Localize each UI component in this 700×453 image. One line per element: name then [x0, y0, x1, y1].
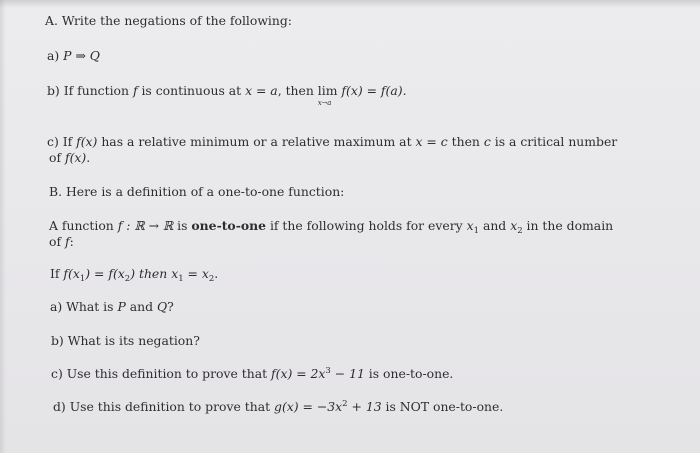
limit-operator: [317, 83, 338, 107]
definition-end: in the domain: [522, 218, 614, 233]
definition-line2-function: f: [65, 234, 70, 249]
question-a-3-line2: [49, 150, 90, 165]
condition-end: .: [214, 266, 219, 281]
question-a2-expression: f(x) = f(a).: [337, 83, 407, 98]
definition-prefix: A function: [49, 218, 118, 233]
page-shadow-left: [0, 0, 6, 453]
question-a3-line2-prefix: of: [49, 150, 65, 165]
question-a2-condition: x = a: [245, 83, 278, 98]
question-b3-expression: f(x) = 2x: [271, 366, 326, 381]
condition-subscript-1: 1: [79, 274, 86, 284]
question-b-3: [51, 364, 453, 381]
definition-term: one-to-one: [191, 218, 266, 233]
question-b4-prefix: d) Use this definition to prove that: [53, 399, 275, 414]
page-shadow-top: [0, 0, 700, 8]
question-a2-mid: is continuous at: [137, 83, 246, 98]
question-b-2: [51, 333, 200, 348]
question-b1-end: ?: [167, 299, 174, 314]
question-b4-exponent: 2: [342, 399, 348, 409]
section-b-heading-text: B. Here is a definition of a one-to-one function:: [49, 184, 345, 199]
section-a-heading: [45, 13, 292, 28]
definition-condition: [50, 266, 218, 287]
question-a3-c: c: [483, 134, 491, 149]
definition-x2: x: [510, 218, 518, 233]
definition-line2-prefix: of: [49, 234, 65, 249]
condition-subscript-2: 2: [124, 274, 131, 284]
question-a2-prefix: b) If function: [47, 83, 133, 98]
section-a-heading-text: A. Write the negations of the following:: [45, 13, 292, 28]
definition-mapping: f : ℝ → ℝ: [117, 218, 174, 233]
definition-x1: x: [466, 218, 474, 233]
condition-x1: x: [171, 266, 179, 281]
question-b1-prefix: a) What is: [50, 299, 118, 314]
question-a2-function: f: [132, 83, 138, 98]
question-a3-mid: has a relative minimum or a relative maximum at: [97, 134, 416, 149]
limit-text: lim: [317, 83, 338, 98]
condition-x1-subscript: 1: [178, 274, 184, 284]
definition-line2-end: :: [69, 234, 74, 249]
definition-mid: if the following holds for every: [266, 218, 467, 233]
question-b4-end: is NOT one-to-one.: [381, 399, 504, 414]
question-a1-expression: P ⇒ Q: [63, 48, 100, 63]
question-b2-text: b) What is its negation?: [51, 333, 200, 348]
question-a3-function: f(x): [76, 134, 98, 149]
question-b3-end: is one-to-one.: [364, 366, 454, 381]
question-b1-and: and: [125, 299, 157, 314]
question-a3-line2-end: .: [86, 150, 91, 165]
question-b4-expression-tail: + 13: [347, 399, 382, 414]
definition-line2: [49, 234, 74, 249]
question-b3-exponent: 3: [325, 366, 331, 376]
question-a-2: [47, 83, 407, 107]
definition-x2-subscript: 2: [517, 226, 523, 236]
condition-equals-f-x2: ) = f(x: [85, 266, 125, 281]
question-a1-label: a): [47, 48, 64, 63]
condition-equals-x2: = x: [183, 266, 209, 281]
section-b-heading: [49, 184, 344, 199]
question-b-1: [50, 299, 174, 314]
condition-f-x1: f(x: [63, 266, 80, 281]
question-b3-prefix: c) Use this definition to prove that: [51, 366, 272, 381]
question-a3-line2-function: f(x): [65, 150, 87, 165]
question-a3-then: then: [447, 134, 484, 149]
question-b4-expression: g(x) = −3x: [274, 399, 343, 414]
question-a3-tail: is a critical number: [490, 134, 618, 149]
limit-subscript: x→a: [317, 99, 332, 107]
question-a3-prefix: c) If: [47, 134, 77, 149]
definition-line1: [49, 218, 613, 239]
condition-prefix: If: [50, 266, 64, 281]
question-b1-P: P: [117, 299, 126, 314]
question-a3-condition: x = c: [415, 134, 448, 149]
question-a-3-line1: [47, 134, 617, 149]
condition-x2-subscript: 2: [208, 274, 215, 284]
definition-and: and: [479, 218, 511, 233]
question-b3-expression-tail: − 11: [330, 366, 365, 381]
question-b-4: [53, 397, 503, 414]
question-a2-then: , then: [277, 83, 318, 98]
definition-is: is: [173, 218, 192, 233]
question-a-1: [47, 48, 100, 63]
condition-then: ) then: [130, 266, 172, 281]
definition-x1-subscript: 1: [473, 226, 479, 236]
question-b1-Q: Q: [156, 299, 168, 314]
